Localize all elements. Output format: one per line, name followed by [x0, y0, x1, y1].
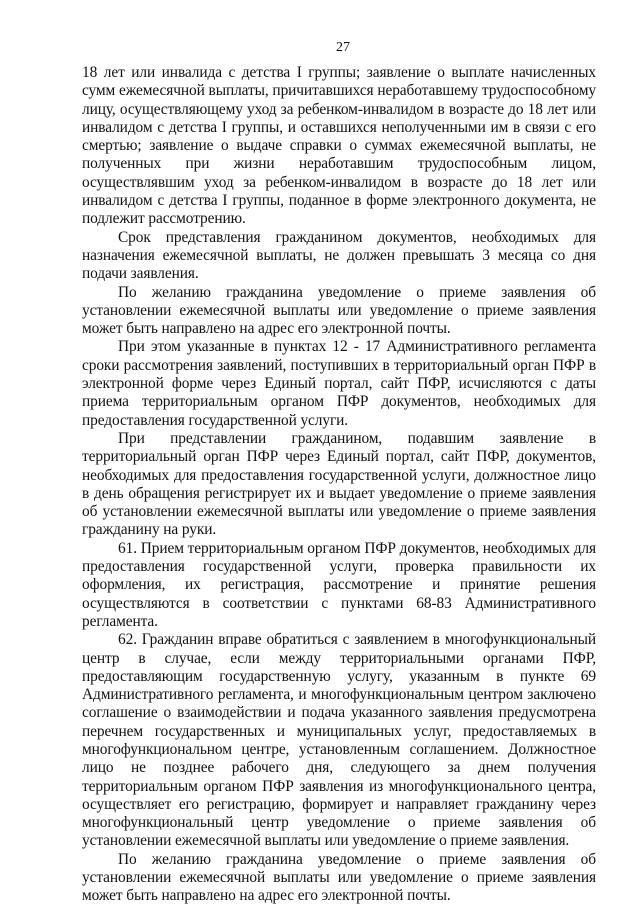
paragraph-document-submission: При представлении гражданином, подавшим заявление в территориальный орган ПФР через Единый портал, сайт ПФР, документов, необходимых для предоставления государственной услуги, должностное лицо в день обращения регистрирует их и выдает уведомление о приеме заявления об установлении ежемесячной выплаты или уведомление о приеме заявления гражданину на руки. [82, 429, 596, 539]
paragraph-item-61: 61. Прием территориальным органом ПФР документов, необходимых для предоставления государственной услуги, проверка правильности их оформления, их регистрация, рассмотрение и принятие решения осуществляются в соответствии с пунктами 68-83 Административного регламента. [82, 539, 596, 630]
paragraph-review-terms: При этом указанные в пунктах 12 - 17 Административного регламента сроки рассмотрения заявлений, поступивших в территориальный орган ПФР в электронной форме через Единый портал, сайт ПФР, исчисляются с даты приема территориальным органом ПФР документов, необходимых для предоставления государственной услуги. [82, 338, 596, 429]
paragraph-email-notification-repeat: По желанию гражданина уведомление о приеме заявления об установлении ежемесячной выплаты или уведомление о приеме заявления может быть направлено на адрес его электронной почты. [82, 850, 596, 905]
paragraph-continuation: 18 лет или инвалида с детства I группы; заявление о выплате начисленных сумм ежемесячной выплаты, причитавшихся неработавшему трудоспособному лицу, осуществляющему уход за ребенком-инвалидом в возрасте до 18 лет или инвалидом с детства I группы, и оставшихся неполученными им в связи с его смертью; заявление о выдаче справки о суммах ежемесячной выплаты, не полученных при жизни неработавшим трудоспособным лицом, осуществлявшим уход за ребенком-инвалидом в возрасте до 18 лет или инвалидом с детства I группы, поданное в форме электронного документа, не подлежит рассмотрению. [82, 64, 596, 228]
paragraph-submission-deadline: Срок представления гражданином документов, необходимых для назначения ежемесячной выплаты, не должен превышать 3 месяца со дня подачи заявления. [82, 228, 596, 283]
page-number: 27 [336, 40, 350, 55]
paragraph-email-notification: По желанию гражданина уведомление о приеме заявления об установлении ежемесячной выплаты или уведомление о приеме заявления может быть направлено на адрес его электронной почты. [82, 283, 596, 338]
paragraph-item-62: 62. Гражданин вправе обратиться с заявлением в многофункциональный центр в случае, если между территориальными органами ПФР, предоставляющим государственную услугу, указанным в пункте 69 Административного регламента, и многофункциональным центром заключено соглашение о взаимодействии и подача указанного заявления предусмотрена перечнем государственных и муниципальных услуг, предоставляемых в многофункциональном центре, установленным соглашением. Должностное лицо не позднее рабочего дня, следующего за днем получения территориальным органом ПФР заявления из многофункционального центра, осуществляет его регистрацию, формирует и направляет гражданину через многофункциональный центр уведомление о приеме заявления об установлении ежемесячной выплаты или уведомление о приеме заявления. [82, 631, 596, 850]
